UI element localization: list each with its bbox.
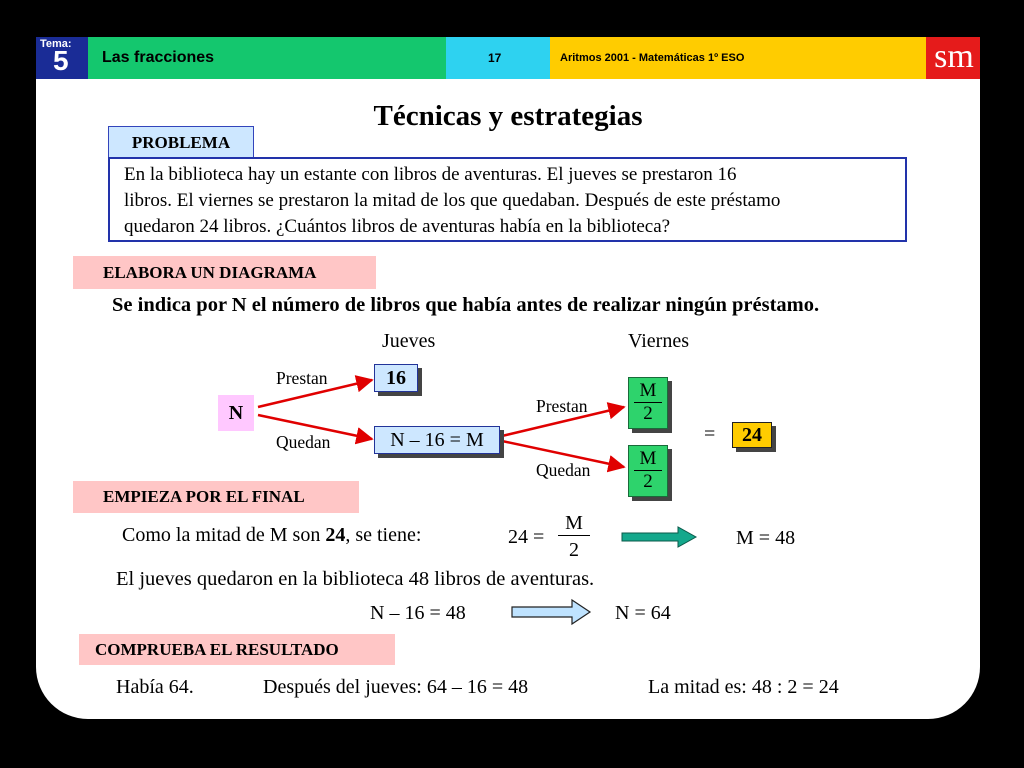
equation-result-n: N = 64 (615, 602, 671, 624)
unit-title: Las fracciones (102, 49, 215, 66)
tema-number: 5 (53, 45, 69, 76)
check-part2: Después del jueves: 64 – 16 = 48 (263, 676, 529, 698)
box-remaining: N – 16 = M (374, 426, 500, 454)
problem-label: PROBLEMA (108, 126, 254, 158)
fraction-num: M (639, 380, 657, 401)
start-n: N (218, 395, 254, 431)
backward-line1 (122, 524, 421, 547)
problem-line: libros. El viernes se prestaron la mitad de los que quedaban. Después de este préstamo (124, 190, 781, 211)
page-number: 17 (488, 51, 502, 65)
box-half-prestan (628, 377, 668, 429)
backward-line1-bold: 24 (325, 524, 346, 546)
backward-line2: El jueves quedaron en la biblioteca 48 libros de aventuras. (116, 568, 595, 590)
backward-line1-post: , se tiene: (345, 524, 422, 546)
backward-line1-pre: Como la mitad de M son (122, 524, 326, 546)
fraction-den: 2 (643, 471, 653, 492)
equation-n: N – 16 = 48 (370, 602, 466, 624)
problem-line: En la biblioteca hay un estante con libros de aventuras. El jueves se prestaron 16 (124, 164, 737, 185)
col-viernes: Viernes (628, 330, 689, 352)
box-half-quedan (628, 445, 668, 497)
box-16: 16 (374, 364, 418, 392)
page-title: Técnicas y estrategias (373, 100, 643, 132)
label-prestan: Prestan (276, 368, 328, 388)
fraction-half (629, 380, 667, 425)
box-result-24: 24 (732, 422, 772, 448)
arrow-right-blue-icon (512, 600, 590, 624)
fraction-num: M (639, 448, 657, 469)
diagram-arrows (36, 37, 980, 719)
equation-result-m: M = 48 (736, 527, 796, 549)
problem-line: quedaron 24 libros. ¿Cuántos libros de aventuras había en la biblioteca? (124, 216, 671, 237)
equals-sign: = (704, 423, 716, 445)
sm-logo: sm (934, 38, 974, 75)
backward-label: EMPIEZA POR EL FINAL (73, 481, 359, 513)
diagram-label: ELABORA UN DIAGRAMA (73, 256, 376, 289)
label-quedan: Quedan (276, 432, 331, 452)
equation-den: 2 (569, 539, 579, 561)
fraction-den: 2 (643, 403, 653, 424)
tema-label: Tema: (40, 38, 72, 50)
diagram-intro: Se indica por N el número de libros que había antes de realizar ningún préstamo. (112, 294, 820, 316)
fraction-half (629, 448, 667, 493)
label-prestan-viernes: Prestan (536, 396, 588, 416)
check-label: COMPRUEBA EL RESULTADO (79, 634, 395, 665)
check-part3: La mitad es: 48 : 2 = 24 (648, 676, 839, 698)
slide (36, 37, 980, 719)
col-jueves: Jueves (382, 330, 436, 352)
check-part1: Había 64. (116, 676, 194, 698)
equation-num: M (565, 512, 583, 534)
equation-fraction (558, 511, 590, 564)
equation-lhs: 24 = (508, 526, 545, 548)
arrow-right-teal-icon (622, 527, 696, 547)
book-title: Aritmos 2001 - Matemáticas 1º ESO (560, 52, 745, 64)
label-quedan-viernes: Quedan (536, 460, 591, 480)
